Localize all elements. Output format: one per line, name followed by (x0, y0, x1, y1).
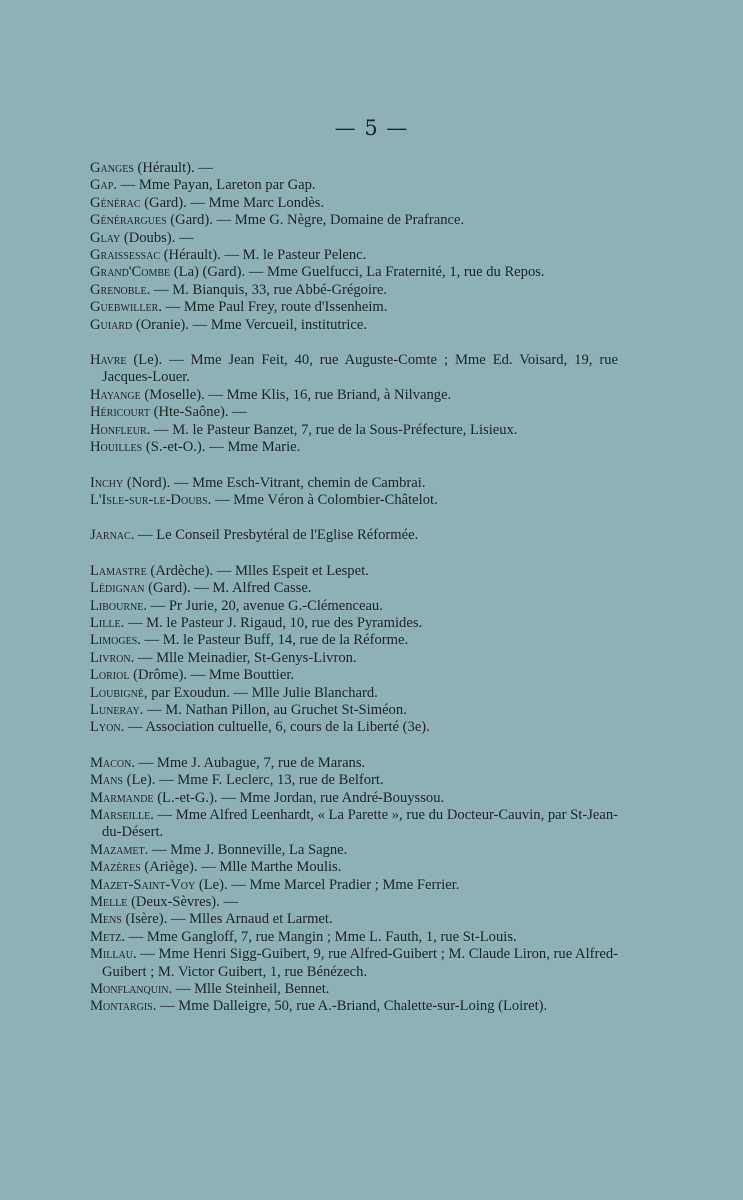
directory-entry (90, 946, 618, 981)
entry-place-name: Marseille (90, 807, 151, 823)
directory-entry (90, 212, 618, 229)
entry-detail: (Hérault). — (133, 160, 213, 176)
directory-entry (90, 755, 618, 772)
directory-entry (90, 580, 618, 597)
entry-place-name: Montargis (90, 998, 153, 1015)
entry-detail: , par Exoudun. — Mlle Julie Blanchard. (143, 684, 378, 701)
entry-place-name: Ganges (90, 160, 134, 176)
entry-place-name: Grand'Combe (90, 264, 171, 281)
directory-entry (90, 422, 618, 439)
entry-place-name: Luneray (90, 701, 140, 718)
entry-place-name: Guebwiller (90, 299, 159, 316)
directory-entry (90, 911, 618, 928)
directory-entry (90, 475, 618, 492)
entry-place-name: Livron (90, 649, 131, 666)
entry-detail: (Ardèche). — Mlles Espeit et Lespet. (146, 562, 369, 579)
entry-detail: (Doubs). — (120, 229, 194, 246)
directory-entry (90, 317, 618, 334)
entry-place-name: Mazet-Saint-Voy (90, 876, 196, 893)
directory-entry (90, 719, 618, 736)
entry-place-name: Lédignan (90, 580, 145, 597)
page-number: — 5 — (334, 116, 409, 140)
entry-detail: . — Pr Jurie, 20, avenue G.-Clémenceau. (143, 597, 383, 614)
entry-place-name: Marmande (90, 789, 154, 806)
entry-detail: (Ariège). — Mlle Marthe Moulis. (140, 859, 342, 876)
entry-detail: . — M. le Pasteur J. Rigaud, 10, rue des Pyramides. (120, 614, 423, 631)
entry-detail: . — Mme Payan, Lareton par Gap. (113, 177, 316, 194)
entry-place-name: Gap (90, 177, 114, 194)
directory-entry (90, 404, 618, 421)
entry-place-name: Jarnac (90, 527, 131, 544)
entry-place-name: Millau (90, 946, 133, 963)
entry-place-name: Loubigné (90, 684, 144, 701)
directory-entry (90, 790, 618, 807)
directory-entry (90, 615, 618, 632)
entry-detail: . — Mme J. Bonneville, La Sagne. (144, 841, 348, 858)
entry-detail: . — M. le Pasteur Banzet, 7, rue de la Sous-Préfecture, Lisieux. (146, 421, 518, 438)
directory-entry (90, 929, 618, 946)
letter-group-j (90, 527, 618, 544)
entry-detail: . — Mme Véron à Colombier-Châtelot. (207, 491, 438, 508)
entry-detail: (S.-et-O.). — Mme Marie. (142, 439, 301, 456)
entry-detail: . — M. Nathan Pillon, au Gruchet St-Siméon. (139, 701, 407, 718)
entry-place-name: Honfleur (90, 421, 147, 438)
entry-detail: (L.-et-G.). — Mme Jordan, rue André-Bouyssou. (153, 789, 445, 806)
entry-detail: (Moselle). — Mme Klis, 16, rue Briand, à Nilvange. (140, 386, 452, 403)
entry-place-name: Mans (90, 772, 123, 789)
entry-detail: . — Association cultuelle, 6, cours de la Liberté (3e). (120, 719, 430, 736)
directory-entry (90, 195, 618, 212)
entry-detail: (Gard). — Mme Marc Londès. (140, 194, 325, 211)
directory-entry (90, 981, 618, 998)
entry-detail: . — Mme Dalleigre, 50, rue A.-Briand, Chalette-sur-Loing (Loiret). (152, 998, 548, 1015)
entry-detail: (Deux-Sèvres). — (127, 894, 239, 911)
entry-place-name: Lille (90, 614, 121, 631)
entry-place-name: Libourne (90, 597, 144, 614)
entry-detail: (Le). — Mme Jean Feit, 40, rue Auguste-Comte ; Mme Ed. Voisard, 19, rue Jacques-Louer. (102, 352, 618, 386)
entry-place-name: Metz (90, 928, 122, 945)
entry-place-name: Limoges (90, 632, 138, 649)
directory-list (90, 160, 618, 1034)
entry-detail: . — Le Conseil Presbytéral de l'Eglise Réformée. (130, 527, 419, 544)
directory-entry (90, 352, 618, 387)
directory-entry (90, 685, 618, 702)
entry-place-name: Mazamet (90, 841, 145, 858)
entry-detail: . — Mme Gangloff, 7, rue Mangin ; Mme L. Fauth, 1, rue St-Louis. (121, 928, 517, 945)
directory-entry (90, 160, 618, 177)
directory-entry (90, 439, 618, 456)
letter-group-g (90, 160, 618, 334)
directory-entry (90, 563, 618, 580)
entry-place-name: Guiard (90, 316, 133, 333)
entry-detail: (La) (Gard). — Mme Guelfucci, La Fraternité, 1, rue du Repos. (170, 264, 545, 281)
directory-entry (90, 877, 618, 894)
entry-detail: (Le). — Mme F. Leclerc, 13, rue de Belfort. (122, 772, 384, 789)
directory-entry (90, 492, 618, 509)
entry-detail: (Nord). — Mme Esch-Vitrant, chemin de Cambrai. (123, 474, 426, 491)
entry-detail: . — M. le Pasteur Buff, 14, rue de la Réforme. (137, 632, 409, 649)
letter-group-h (90, 352, 618, 456)
entry-detail: (Isère). — Mlles Arnaud et Larmet. (121, 911, 333, 928)
entry-detail: . — M. Bianquis, 33, rue Abbé-Grégoire. (146, 281, 388, 298)
entry-detail: . — Mme J. Aubague, 7, rue de Marans. (131, 754, 366, 771)
directory-entry (90, 598, 618, 615)
directory-entry (90, 387, 618, 404)
directory-entry (90, 264, 618, 281)
entry-detail: (Drôme). — Mme Bouttier. (129, 667, 295, 684)
entry-place-name: Inchy (90, 474, 124, 491)
entry-detail: (Gard). — Mme G. Nègre, Domaine de Prafrance. (166, 212, 465, 229)
entry-detail: (Oranie). — Mme Vercueil, institutrice. (132, 316, 368, 333)
directory-entry (90, 667, 618, 684)
entry-place-name: Lamastre (90, 562, 147, 579)
letter-group-i (90, 475, 618, 510)
directory-entry (90, 807, 618, 842)
directory-entry (90, 177, 618, 194)
letter-group-l (90, 563, 618, 737)
directory-entry (90, 650, 618, 667)
entry-detail: (Hte-Saône). — (149, 404, 247, 421)
entry-place-name: Générac (90, 194, 141, 211)
directory-entry (90, 894, 618, 911)
entry-place-name: Générargues (90, 212, 167, 229)
directory-entry (90, 282, 618, 299)
entry-detail: . — Mme Henri Sigg-Guibert, 9, rue Alfred-Guibert ; M. Claude Liron, rue Alfred-Guibert ; M. Victor Guibert, 1, rue Bénézech. (102, 946, 618, 980)
entry-place-name: Graissessac (90, 247, 161, 264)
entry-place-name: Glay (90, 229, 121, 246)
letter-group-m (90, 755, 618, 1016)
directory-entry (90, 859, 618, 876)
entry-detail: . — Mme Alfred Leenhardt, « La Parette », rue du Docteur-Cauvin, par St-Jean-du-Désert. (102, 807, 618, 841)
entry-place-name: Loriol (90, 667, 130, 684)
directory-entry (90, 998, 618, 1015)
directory-entry (90, 299, 618, 316)
directory-entry (90, 842, 618, 859)
directory-entry (90, 772, 618, 789)
entry-detail: . — Mme Paul Frey, route d'Issenheim. (158, 299, 388, 316)
directory-entry (90, 230, 618, 247)
entry-place-name: Héricourt (90, 404, 150, 421)
entry-detail: . — Mlle Steinheil, Bennet. (168, 981, 330, 998)
entry-place-name: Mens (90, 911, 122, 928)
directory-entry (90, 527, 618, 544)
entry-detail: (Hérault). — M. le Pasteur Pelenc. (160, 247, 367, 264)
entry-place-name: Monflanquin (90, 981, 169, 998)
entry-place-name: Mazères (90, 859, 141, 876)
entry-place-name: Lyon (90, 719, 121, 736)
entry-detail: . — Mlle Meinadier, St-Genys-Livron. (130, 649, 357, 666)
entry-place-name: L'Isle-sur-le-Doubs (90, 491, 208, 508)
entry-place-name: Hayange (90, 386, 141, 403)
entry-place-name: Houilles (90, 439, 143, 456)
entry-detail: (Le). — Mme Marcel Pradier ; Mme Ferrier. (195, 876, 460, 893)
entry-place-name: Macon (90, 754, 132, 771)
directory-entry (90, 632, 618, 649)
entry-place-name: Grenoble (90, 281, 147, 298)
entry-place-name: Melle (90, 894, 128, 911)
entry-detail: (Gard). — M. Alfred Casse. (144, 580, 312, 597)
entry-place-name: Havre (90, 352, 127, 369)
directory-entry (90, 702, 618, 719)
directory-entry (90, 247, 618, 264)
